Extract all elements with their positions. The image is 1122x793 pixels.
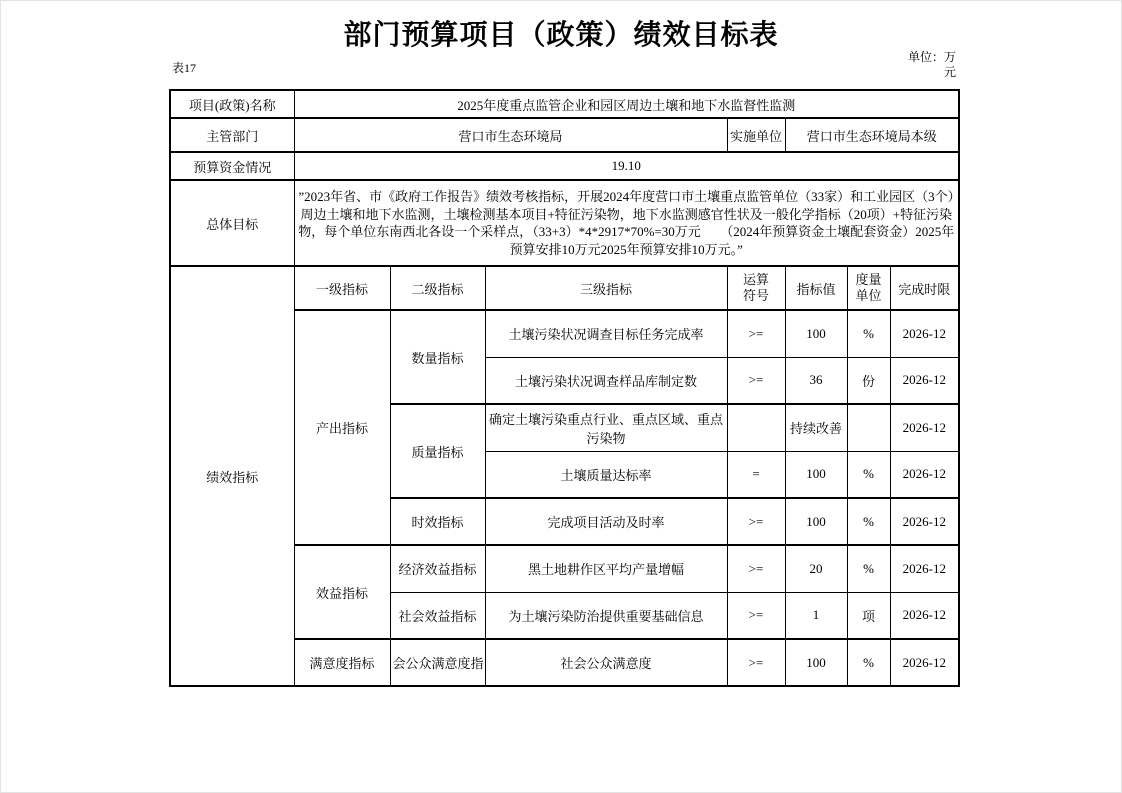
indicator-name: 土壤污染状况调查样品库制定数 — [485, 357, 727, 404]
indicator-unit: % — [847, 310, 890, 357]
level1-satisfaction: 满意度指标 — [294, 639, 390, 686]
indicator-unit: % — [847, 498, 890, 545]
indicator-operator — [727, 404, 785, 451]
indicator-name: 完成项目活动及时率 — [485, 498, 727, 545]
budget-row — [170, 152, 959, 180]
indicator-unit: % — [847, 451, 890, 498]
project-name-label: 项目(政策)名称 — [170, 90, 294, 118]
overall-goal-text: ”2023年省、市《政府工作报告》绩效考核指标，开展2024年度营口市土壤重点监管单位（33家）和工业园区（3个）周边土壤和地下水监测，土壤检测基本项目+特征污染物，地下水监测感官性状及一般化学指标（20项）+特征污染物，每个单位东南西北各设一个采样点，（33+3）*4*2917*70%=30万元 （2024年预算资金土壤配套资金）2025年预算安排10万元2025年预算安排10万元。” — [294, 180, 959, 266]
header-level1: 一级指标 — [294, 266, 390, 310]
indicator-unit: 份 — [847, 357, 890, 404]
indicator-deadline: 2026-12 — [890, 592, 959, 639]
overall-goal-row — [170, 180, 959, 266]
indicator-deadline: 2026-12 — [890, 404, 959, 451]
indicator-unit: 项 — [847, 592, 890, 639]
overall-goal-label: 总体目标 — [170, 180, 294, 266]
header-unit: 度量单位 — [847, 266, 890, 310]
header-deadline: 完成时限 — [890, 266, 959, 310]
indicator-name: 为土壤污染防治提供重要基础信息 — [485, 592, 727, 639]
table-number: 表17 — [172, 61, 197, 75]
indicator-operator: >= — [727, 545, 785, 592]
indicator-value: 持续改善 — [785, 404, 847, 451]
indicator-operator: >= — [727, 498, 785, 545]
implement-unit-value: 营口市生态环境局本级 — [785, 118, 959, 152]
department-value: 营口市生态环境局 — [294, 118, 727, 152]
page-title: 部门预算项目（政策）绩效目标表 — [343, 20, 779, 51]
department-row — [170, 118, 959, 152]
indicator-value: 20 — [785, 545, 847, 592]
indicator-header-row — [170, 266, 959, 310]
performance-section-label: 绩效指标 — [170, 266, 294, 686]
header-level2: 二级指标 — [390, 266, 485, 310]
indicator-deadline: 2026-12 — [890, 545, 959, 592]
header-operator: 运算符号 — [727, 266, 785, 310]
indicator-name: 土壤质量达标率 — [485, 451, 727, 498]
level2-quality: 质量指标 — [390, 404, 485, 498]
implement-unit-label: 实施单位 — [727, 118, 785, 152]
indicator-value: 36 — [785, 357, 847, 404]
level2-quantity: 数量指标 — [390, 310, 485, 404]
indicator-value: 100 — [785, 639, 847, 686]
budget-amount: 19.10 — [294, 152, 959, 180]
header-level3: 三级指标 — [485, 266, 727, 310]
indicator-value: 1 — [785, 592, 847, 639]
header-value: 指标值 — [785, 266, 847, 310]
indicator-name: 确定土壤污染重点行业、重点区域、重点污染物 — [485, 404, 727, 451]
indicator-operator: >= — [727, 592, 785, 639]
indicator-operator: = — [727, 451, 785, 498]
level2-social: 社会效益指标 — [390, 592, 485, 639]
indicator-name: 土壤污染状况调查目标任务完成率 — [485, 310, 727, 357]
level1-benefit: 效益指标 — [294, 545, 390, 639]
indicator-operator: >= — [727, 357, 785, 404]
indicator-unit: % — [847, 545, 890, 592]
indicator-operator: >= — [727, 639, 785, 686]
indicator-operator: >= — [727, 310, 785, 357]
unit-note: 单位：万元 — [907, 50, 956, 79]
level2-public-satisfaction: 会公众满意度指 — [390, 639, 485, 686]
indicator-deadline: 2026-12 — [890, 357, 959, 404]
indicator-value: 100 — [785, 498, 847, 545]
department-label: 主管部门 — [170, 118, 294, 152]
level1-output: 产出指标 — [294, 310, 390, 545]
indicator-value: 100 — [785, 310, 847, 357]
level2-timeliness: 时效指标 — [390, 498, 485, 545]
indicator-deadline: 2026-12 — [890, 639, 959, 686]
level2-economic: 经济效益指标 — [390, 545, 485, 592]
indicator-unit — [847, 404, 890, 451]
indicator-deadline: 2026-12 — [890, 498, 959, 545]
indicator-name: 社会公众满意度 — [485, 639, 727, 686]
indicator-value: 100 — [785, 451, 847, 498]
indicator-deadline: 2026-12 — [890, 310, 959, 357]
indicator-deadline: 2026-12 — [890, 451, 959, 498]
indicator-name: 黑土地耕作区平均产量增幅 — [485, 545, 727, 592]
budget-label: 预算资金情况 — [170, 152, 294, 180]
project-name-value: 2025年度重点监管企业和园区周边土壤和地下水监督性监测 — [294, 90, 959, 118]
performance-target-table — [169, 89, 960, 687]
indicator-unit: % — [847, 639, 890, 686]
project-name-row — [170, 90, 959, 118]
